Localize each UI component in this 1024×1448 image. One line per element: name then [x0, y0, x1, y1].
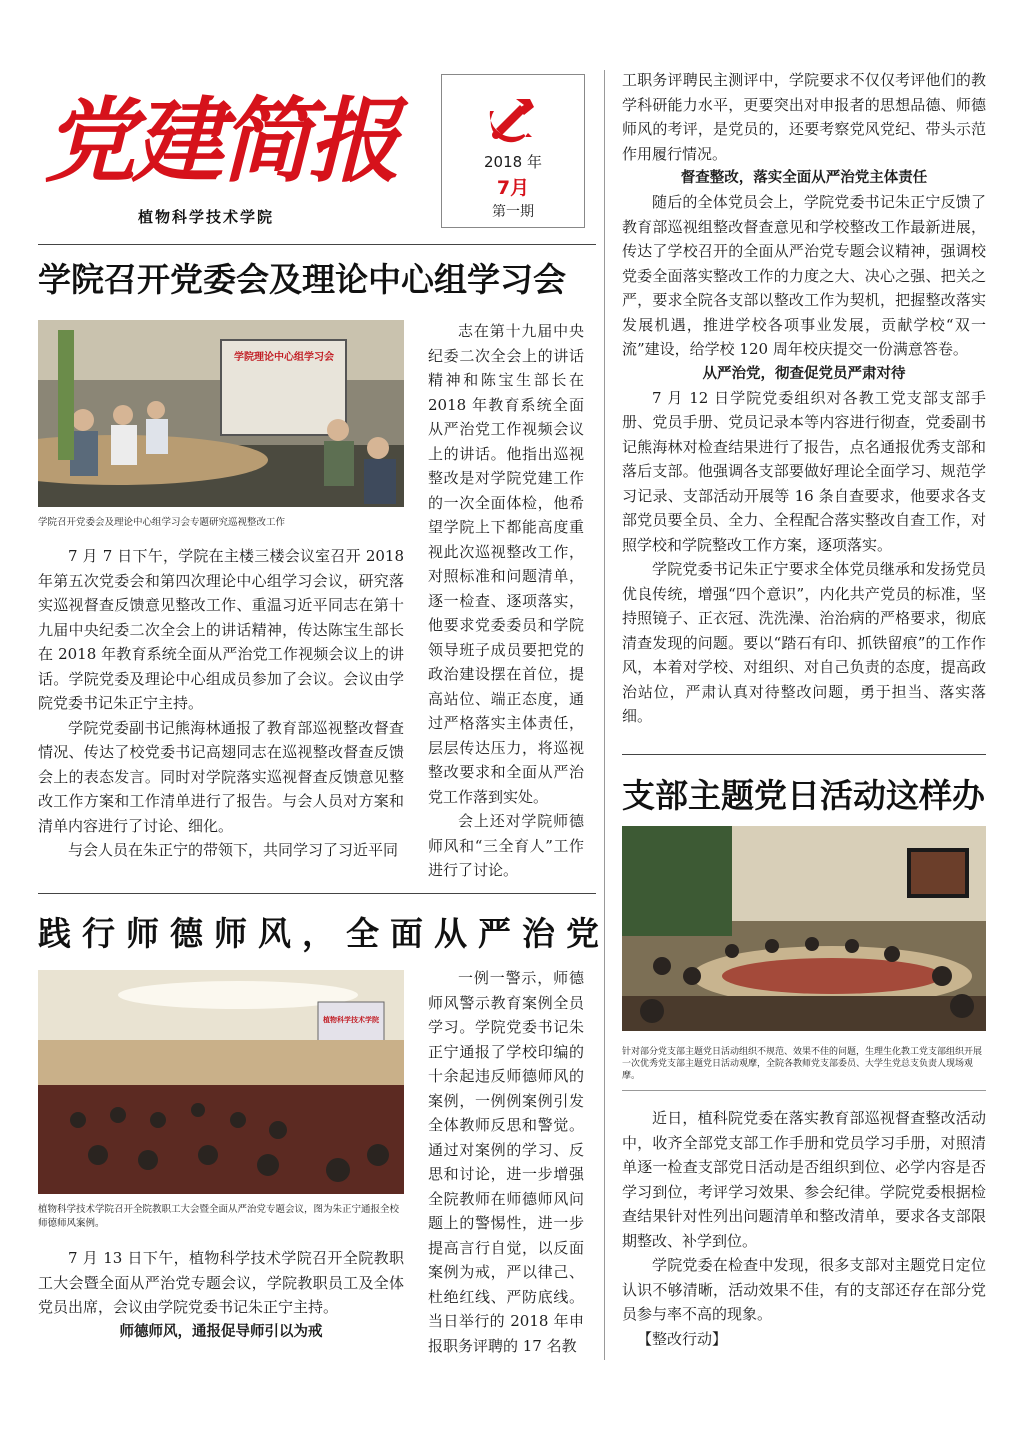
right-para2: 7 月 12 日学院党委组织对各教工党支部支部手册、党员手册、党员记录本等内容进行彻查，党委副书记熊海林对检查结果进行了报告，点名通报优秀支部和落后支部。他强调各支部要做好理论全面学习、规范学习记录、支部活动开展等 16 条自查要求，他要求各支部党员要全员、全力、全程配合落实整改自查工作，对照学校和学院整改工作方案，逐项落实。: [622, 388, 986, 554]
divider: [622, 754, 986, 755]
article2-caption: 植物科学技术学院召开全院教职工大会暨全面从严治党专题会议，图为朱正宁通报全校师德师风案例。: [38, 1204, 400, 1229]
column-divider: [604, 70, 605, 1360]
article1-col1: [38, 544, 404, 863]
article2-col1: [38, 1246, 404, 1320]
article2-p2: 一例一警示，师德师风警示教育案例全员学习。学院党委书记朱正宁通报了学校印编的十余起违反师德师风的案例，一例例案例引发全体教师反思和警觉。通过对案例的学习、反思和讨论，进一步增强全院教师在师德师风问题上的警惕性，进一步提高言行自觉，以反面案例为戒，严以律己、杜绝红线、严防底线。当日举行的 2018 年申报职务评聘的 17 名教: [428, 969, 584, 1355]
issue-number: 第一期: [492, 204, 534, 220]
issue-year: 2018 年: [484, 153, 542, 171]
right-para1: 随后的全体党员会上，学院党委书记朱正宁反馈了教育部巡视组整改督查意见和学校整改工作最新进展，传达了学校召开的全面从严治党专题会议精神，强调校党委全面落实整改工作的力度之大、决心之强、把关之严，要求全院各支部以整改工作为契机，把握整改落实发展机遇，推进学校各项事业发展，贡献学校“双一流”建设，给学校 120 周年校庆提交一份满意答卷。: [622, 193, 986, 358]
issue-box: [441, 74, 585, 228]
article1-headline: 学院召开党委会及理论中心组学习会: [38, 260, 566, 299]
article3-headline: 支部主题党日活动这样办: [622, 776, 985, 815]
auditorium-photo-image: [38, 970, 404, 1194]
article3-para1: 近日，植科院党委在落实教育部巡视督查整改活动中，收齐全部党支部工作手册和党员学习手册，对照清单逐一检查支部党日活动是否组织到位、必学内容是否学习到位，考评学习效果、参会纪律。学院党委根据检查结果针对性列出问题清单和整改清单，要求各支部限期整改、补学到位。: [622, 1109, 986, 1250]
branch-meeting-photo-image: [622, 826, 986, 1031]
auditorium-photo: [38, 970, 404, 1194]
article2-subhead: 师德师风，通报促导师引以为戒: [119, 1324, 323, 1340]
divider: [38, 244, 596, 245]
right-intro: 工职务评聘民主测评中，学院要求不仅仅考评他们的教学科研能力水平，更要突出对申报者的思想品德、师德师风的考评，是党员的，还要考察党风党纪、带头示范作用履行情况。: [622, 71, 986, 163]
branch-meeting-photo: [622, 826, 986, 1031]
article1-p1: 7 月 7 日下午，学院在主楼三楼会议室召开 2018 年第五次党委会和第四次理论中心组学习会议，研究落实巡视督查反馈意见整改工作、重温习近平同志在第十九届中央纪委二次全会上的讲话精神，传达陈宝生部长在 2018 年教育系统全面从严治党工作视频会议上的讲话。学院党委及理论中心组成员参加了会议。会议由学院党委书记朱正宁主持。: [38, 547, 404, 712]
right-subhead1: 督查整改，落实全面从严治党主体责任: [680, 170, 928, 186]
article3-text: [622, 1106, 986, 1351]
article2-p1: 7 月 13 日下午，植物科学技术学院召开全院教职工大会暨全面从严治党专题会议，学院教职员工及全体党员出席，会议由学院党委书记朱正宁主持。: [38, 1249, 404, 1316]
party-emblem-icon: [486, 89, 540, 143]
masthead-title: 党建简报: [44, 88, 397, 195]
masthead-college: 植物科学技术学院: [138, 208, 275, 226]
meeting-photo: [38, 320, 404, 507]
article1-p5: 会上还对学院师德师风和“三全育人”工作进行了讨论。: [428, 812, 584, 879]
screen-title: 植物科学技术学院: [323, 1016, 379, 1024]
article1-caption: 学院召开党委会及理论中心组学习会专题研究巡视整改工作: [38, 517, 286, 528]
article3-caption: 针对部分党支部主题党日活动组织不规范、效果不佳的问题，生理生化教工党支部组织开展一次优秀党支部主题党日活动观摩，全院各教师党支部委员、大学生党总支负责人现场观摩。: [622, 1047, 983, 1081]
divider: [38, 893, 596, 894]
article3-para2: 学院党委在检查中发现，很多支部对主题党日定位认识不够清晰，活动效果不佳，有的支部还存在部分党员参与率不高的现象。: [622, 1256, 986, 1323]
article1-p4: 志在第十九届中央纪委二次全会上的讲话精神和陈宝生部长在 2018 年教育系统全面从严治党工作视频会议上的讲话。他指出巡视整改是对学院党建工作的一次全面体检，他希望学院上下都能高度重视此次巡视整改工作，对照标准和问题清单，逐一检查、逐项落实，他要求党委委员和学院领导班子成员要把党的政治建设摆在首位，提高站位、端正态度，通过严格落实主体责任，层层传达压力，将巡视整改要求和全面从严治党工作落到实处。: [428, 322, 584, 806]
article3-bracket: 【整改行动】: [637, 1329, 728, 1348]
meeting-photo-image: [38, 320, 404, 507]
right-subhead2: 从严治党，彻查促党员严肃对待: [702, 365, 906, 382]
right-column-text: [622, 68, 986, 729]
article1-col2: [428, 319, 584, 883]
issue-month: 7月: [496, 177, 530, 199]
right-para3: 学院党委书记朱正宁要求全体党员继承和发扬党员优良传统，增强“四个意识”，内化共产党员的标准，坚持照镜子、正衣冠、洗洗澡、治治病的严格要求，彻底清查发现的问题。要以“踏石有印、抓铁留痕”的工作作风，本着对学校、对组织、对自己负责的态度，提高政治站位，严肃认真对待整改问题，勇于担当、落实落细。: [622, 560, 986, 725]
article1-p2: 学院党委副书记熊海林通报了教育部巡视整改督查情况、传达了校党委书记高翅同志在巡视整改督查反馈会上的表态发言。同时对学院落实巡视督查反馈意见整改工作方案和工作清单进行了报告。与会人员对方案和清单内容进行了讨论、细化。: [38, 718, 404, 835]
screen-title: 学院理论中心组学习会: [234, 352, 334, 363]
article1-p3: 与会人员在朱正宁的带领下，共同学习了习近平同: [68, 841, 399, 859]
article2-col2: [428, 966, 584, 1358]
article2-headline: 践行师德师风，全面从严治党: [38, 914, 610, 953]
divider: [622, 1090, 986, 1091]
